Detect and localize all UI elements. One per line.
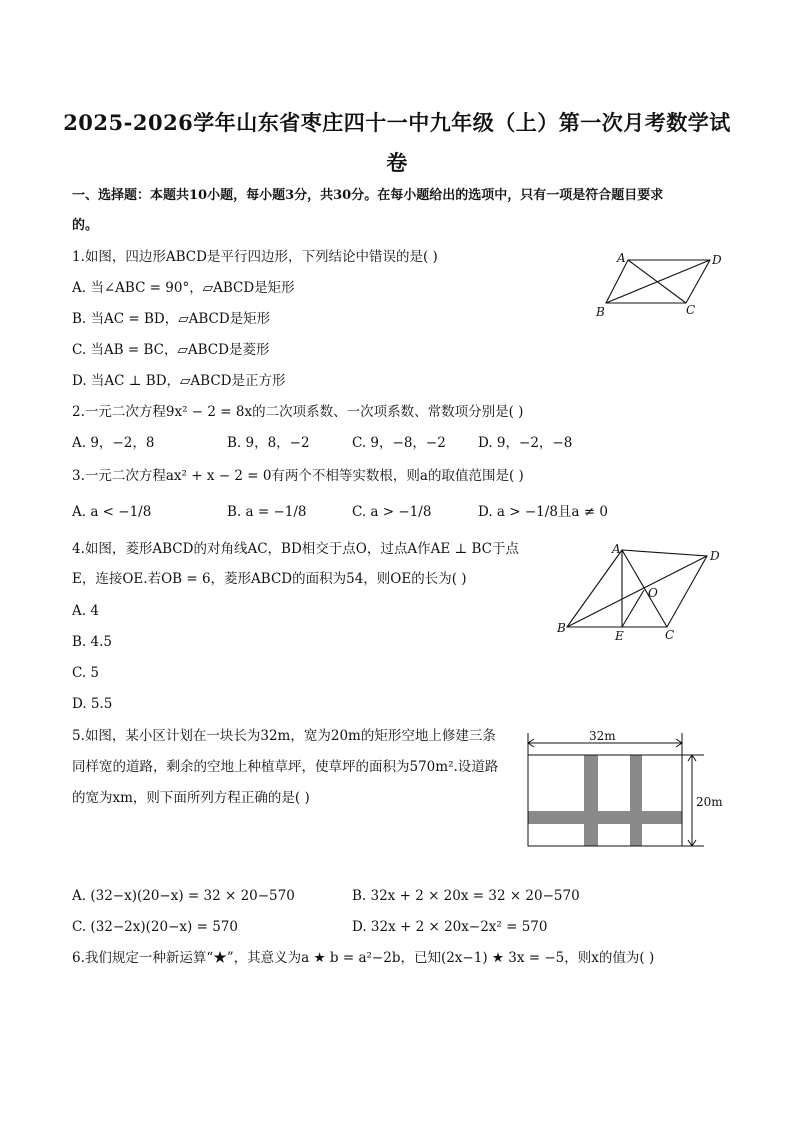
- question-5-option-d: D. 32x + 2 × 20x−2x² = 570: [352, 919, 548, 935]
- question-4-option-a: A. 4: [72, 603, 99, 619]
- question-1-option-b: B. 当AC = BD，▱ABCD是矩形: [72, 311, 271, 327]
- question-5-option-b: B. 32x + 2 × 20x = 32 × 20−570: [352, 888, 580, 904]
- question-1-option-a: A. 当∠ABC = 90°，▱ABCD是矩形: [72, 280, 295, 296]
- segment-oe: [622, 590, 644, 627]
- vertex-label-d: D: [710, 549, 720, 563]
- question-4-stem: 4.如图，菱形ABCD的对角线AC，BD相交于点O，过点A作AE ⊥ BC于点: [72, 541, 519, 557]
- question-2-option-c: C. 9，−8，−2: [352, 435, 446, 451]
- question-3-stem: 3.一元二次方程ax² + x − 2 = 0有两个不相等实数根，则a的取值范围是( ): [72, 468, 524, 484]
- page-title-continued: 卷: [386, 150, 408, 175]
- rectangular-lot: [528, 755, 682, 846]
- vertex-label-b: B: [596, 305, 605, 319]
- width-label: 20m: [696, 795, 723, 809]
- page-title: 2025-2026学年山东省枣庄四十一中九年级（上）第一次月考数学试: [63, 110, 731, 135]
- question-5-stem-continued-2: 的宽为xm，则下面所列方程正确的是( ): [72, 790, 310, 806]
- question-3-option-d: D. a > −1/8且a ≠ 0: [478, 504, 608, 520]
- rhombus-abcd: [567, 550, 707, 627]
- question-4-rhombus-figure: [552, 540, 732, 646]
- question-4-stem-continued: E，连接OE.若OB = 6，菱形ABCD的面积为54，则OE的长为( ): [72, 571, 467, 587]
- question-3-option-a: A. a < −1/8: [72, 504, 152, 520]
- vertex-label-d: D: [712, 253, 722, 267]
- question-2-stem: 2.一元二次方程9x² − 2 = 8x的二次项系数、一次项系数、常数项分别是( ): [72, 404, 524, 420]
- question-1-option-d: D. 当AC ⊥ BD，▱ABCD是正方形: [72, 373, 286, 389]
- question-4-option-d: D. 5.5: [72, 696, 113, 712]
- length-label: 32m: [589, 729, 616, 743]
- question-3-option-b: B. a = −1/8: [227, 504, 307, 520]
- question-1-option-c: C. 当AB = BC，▱ABCD是菱形: [72, 342, 270, 358]
- section-heading-continued: 的。: [72, 218, 99, 233]
- question-2-option-b: B. 9，8，−2: [227, 435, 310, 451]
- diagonal-bd: [606, 260, 710, 303]
- road-vertical-1: [584, 755, 598, 846]
- diagonal-bd: [567, 556, 707, 627]
- road-fill: [528, 755, 682, 846]
- vertex-label-a: A: [612, 542, 621, 556]
- question-1-stem: 1.如图，四边形ABCD是平行四边形，下列结论中错误的是( ): [72, 249, 438, 265]
- question-1-parallelogram-figure: [590, 248, 730, 320]
- question-4-option-c: C. 5: [72, 665, 100, 681]
- road-vertical-2: [630, 755, 642, 846]
- question-5-option-a: A. (32−x)(20−x) = 32 × 20−570: [72, 888, 295, 904]
- question-5-stem-continued: 同样宽的道路，剩余的空地上种植草坪，使草坪的面积为570m².设道路: [72, 759, 499, 775]
- vertex-label-c: C: [665, 628, 675, 642]
- question-3-option-c: C. a > −1/8: [352, 504, 432, 520]
- point-label-e: E: [615, 629, 624, 643]
- vertex-label-c: C: [686, 303, 696, 317]
- question-5-road-figure: [520, 727, 730, 852]
- question-2-option-a: A. 9，−2，8: [72, 435, 155, 451]
- road-horizontal: [528, 811, 682, 824]
- point-label-o: O: [648, 586, 658, 600]
- question-6-stem: 6.我们规定一种新运算“★”，其意义为a ★ b = a²−2b，已知(2x−1) ★ 3x = −5，则x的值为( ): [72, 950, 655, 966]
- question-4-option-b: B. 4.5: [72, 634, 112, 650]
- section-heading: 一、选择题：本题共10小题，每小题3分，共30分。在每小题给出的选项中，只有一项是符合题目要求: [72, 188, 664, 203]
- question-5-option-c: C. (32−2x)(20−x) = 570: [72, 919, 238, 935]
- vertex-label-b: B: [557, 621, 566, 635]
- question-5-stem: 5.如图，某小区计划在一块长为32m，宽为20m的矩形空地上修建三条: [72, 728, 496, 744]
- question-2-option-d: D. 9，−2，−8: [478, 435, 573, 451]
- vertex-label-a: A: [617, 251, 626, 265]
